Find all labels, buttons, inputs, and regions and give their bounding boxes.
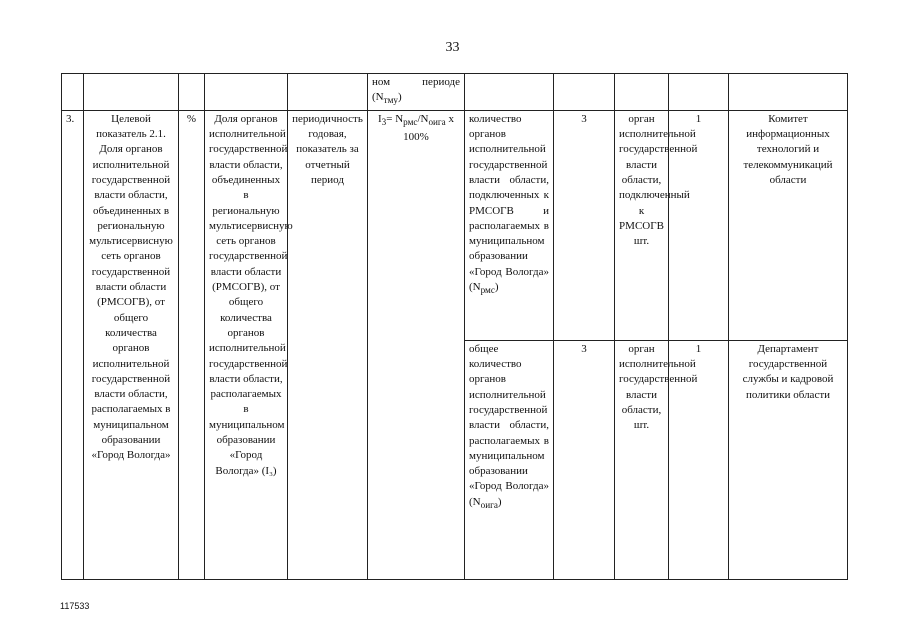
cell-base-indicator-2: общее количество органов исполнительной государственной власти области, располагаемых в муниципальном образовании «Город Вологда» $(N_{оига})$: [465, 340, 554, 579]
cell-empty: [669, 74, 729, 111]
cell-method-code-1: 3: [554, 110, 615, 340]
page-number: 33: [445, 40, 460, 55]
cell-responsible-2: Департамент государственной службы и кадровой политики области: [729, 340, 848, 579]
cell-empty: [62, 74, 84, 111]
cell-empty: [84, 74, 179, 111]
cell-unit-2: орган исполнительной государственной власти области, шт.: [615, 340, 669, 579]
cell-base-indicator-1: количество органов исполнительной государственной власти области, подключенных к РМСОГВ и располагаемых в муниципальном образовании «Город Вологда» $(N_{рмс})$: [465, 110, 554, 340]
cell-source-code-2: 1: [669, 340, 729, 579]
cell-indicator-name: Целевой показатель 2.1. Доля органов исполнительной государственной власти области, объединенных в региональную мультисервисную сеть органов государственной власти области (РМСОГВ), от общего количества органов исполнительной государственной власти области, располагаемых в муниципальном образовании «Город Вологда»: [84, 110, 179, 579]
cell-formula: $I_3= N_{рмс}/N_{оига}$ x 100%: [368, 110, 465, 579]
cell-periodicity: периодичность годовая, показатель за отчетный период: [288, 110, 368, 579]
cell-empty: [615, 74, 669, 111]
cell-unit-1: орган исполнительной государственной власти области, подключенный к РМСОГВ шт.: [615, 110, 669, 340]
cell-empty: [205, 74, 288, 111]
cell-empty: [179, 74, 205, 111]
cell-unit: %: [179, 110, 205, 579]
cell-empty: [288, 74, 368, 111]
footer-document-code: 117533: [60, 601, 90, 611]
cell-responsible-1: Комитет информационных технологий и телекоммуникаций области: [729, 110, 848, 340]
indicator-table: [61, 73, 848, 580]
cell-definition: Доля органов исполнительной государственной власти области, объединенных в региональную мультисервисную сеть органов государственной власти области (РМСОГВ), от общего количества органов исполнительной государственной власти области, располагаемых в муниципальном образовании «Город Вологда» (I₃): [205, 110, 288, 579]
cell-continuation-text: ном периоде $(N_{тму})$: [368, 74, 465, 111]
table-row-indicator-3: [62, 110, 848, 340]
table-row-continuation: [62, 74, 848, 111]
cell-method-code-2: 3: [554, 340, 615, 579]
cell-source-code-1: 1: [669, 110, 729, 340]
cell-empty: [465, 74, 554, 111]
cell-row-number: 3.: [62, 110, 84, 579]
cell-empty: [729, 74, 848, 111]
cell-empty: [554, 74, 615, 111]
